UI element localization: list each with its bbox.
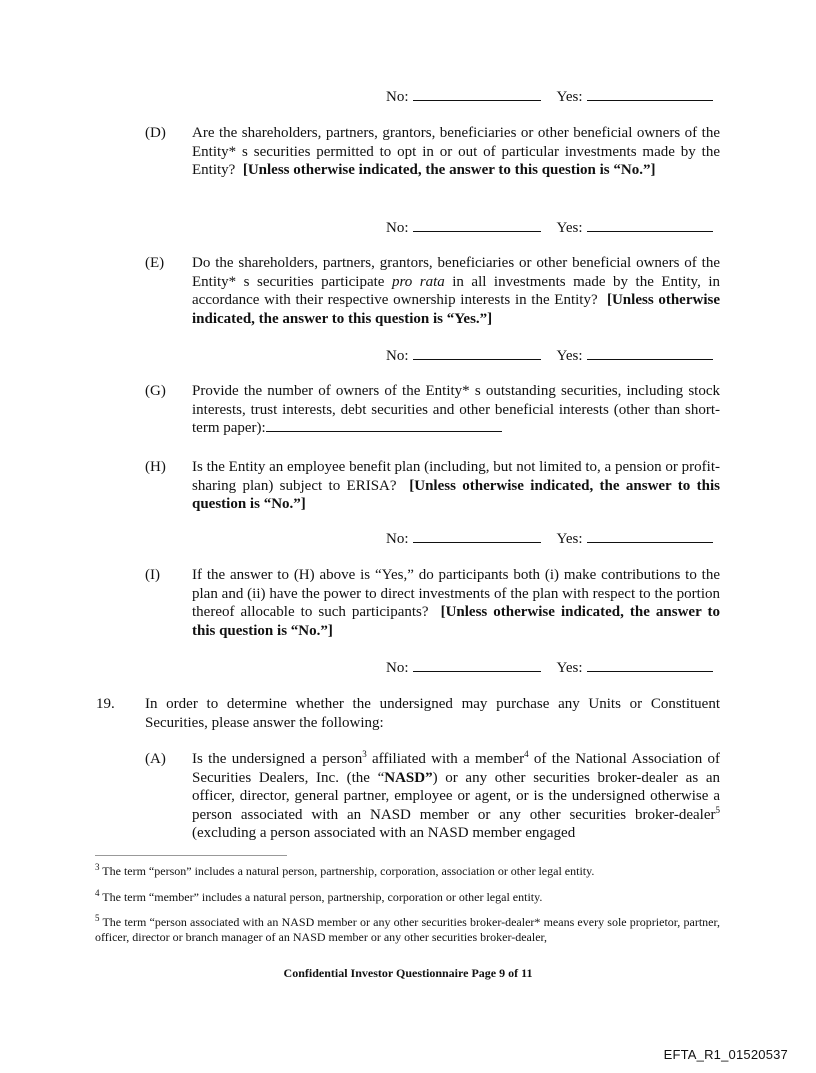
yes-label: Yes: [556, 220, 583, 236]
no-label: No: [386, 660, 409, 676]
no-label: No: [386, 89, 409, 105]
question-19a-label: (A) [145, 751, 166, 767]
yes-label: Yes: [556, 531, 583, 547]
page-footer: Confidential Investor Questionnaire Page 9 of 11 [283, 966, 533, 980]
question-19a-text: Is the undersigned a person$^3$ affiliated with a member$^4$ of the National Association of Securities Dealers, Inc. (the “NASD”) or any other securities broker-dealer as an officer, director, general partner, employee or agent, or is the undersigned otherwise a person associated with an NASD member or any other securities broker-dealer$^5$ (excluding a person associated with an NASD member engaged [192, 749, 720, 841]
no-answer-line[interactable] [413, 347, 541, 360]
no-label: No: [386, 220, 409, 236]
question-i-label: (I) [145, 567, 160, 583]
question-e-label: (E) [145, 255, 165, 271]
no-answer-line[interactable] [413, 659, 541, 672]
footnote-ref-4[interactable]: 4 [524, 749, 529, 759]
yes-no-row [386, 659, 713, 678]
yes-label: Yes: [556, 89, 583, 105]
footnote-ref-3[interactable]: 3 [362, 749, 367, 759]
yes-answer-line[interactable] [587, 347, 713, 360]
no-label: No: [386, 348, 409, 364]
item-19-number: 19. [96, 696, 115, 712]
no-answer-line[interactable] [413, 88, 541, 101]
yes-no-row [386, 88, 713, 107]
yes-no-row [386, 219, 713, 238]
yes-answer-line[interactable] [587, 88, 713, 101]
yes-no-row [386, 530, 713, 549]
yes-answer-line[interactable] [587, 659, 713, 672]
yes-answer-line[interactable] [587, 530, 713, 543]
owners-count-line[interactable] [266, 419, 502, 432]
bates-number: EFTA_R1_01520537 [663, 1047, 788, 1062]
no-answer-line[interactable] [413, 219, 541, 232]
question-h-label: (H) [145, 459, 166, 475]
yes-label: Yes: [556, 348, 583, 364]
footnote-5: $^5$ The term “person associated with an NASD member or any other securities broker-dealer* means every sole proprietor, partner, officer, director or branch manager of an NASD member or any other securities broker-dealer, [95, 913, 720, 944]
question-g-text: Provide the number of owners of the Entity* s outstanding securities, including stock interests, trust interests, debt securities and other beneficial interests (other than short-term paper): [192, 383, 720, 436]
yes-label: Yes: [556, 660, 583, 676]
question-i-text: If the answer to (H) above is “Yes,” do participants both (i) make contributions to the plan and (ii) have the power to direct investments of the plan with respect to the portion thereof allocable to such participants? [Unless otherwise indicated, the answer to this question is “No.”] [192, 567, 721, 639]
question-e-text: Do the shareholders, partners, grantors, beneficiaries or other beneficial owners of the Entity* s securities participate pro rata in all investments made by the Entity, in accordance with their respective ownership interests in the Entity? [Unless otherwise indicated, the answer to this question is “Yes.”] [192, 255, 720, 327]
footnote-3: $^3$ The term “person” includes a natural person, partnership, corporation, association or other legal entity. [95, 862, 595, 878]
no-answer-line[interactable] [413, 530, 541, 543]
footnote-4: $^4$ The term “member” includes a natural person, partnership, corporation or other legal entity. [95, 888, 543, 904]
no-label: No: [386, 531, 409, 547]
yes-no-row [386, 347, 713, 366]
question-h-text: Is the Entity an employee benefit plan (including, but not limited to, a pension or profit-sharing plan) subject to ERISA? [Unless otherwise indicated, the answer to this question is “No.”] [192, 459, 720, 512]
item-19-text: In order to determine whether the undersigned may purchase any Units or Constituent Securities, please answer the following: [145, 696, 720, 731]
footnote-ref-5[interactable]: 5 [715, 804, 720, 815]
yes-answer-line[interactable] [587, 219, 713, 232]
question-d-text: Are the shareholders, partners, grantors, beneficiaries or other beneficial owners of the Entity* s securities permitted to opt in or out of particular investments made by the Entity? [Unless otherwise indicated, the answer to this question is “No.”] [192, 125, 720, 178]
footnote-divider [95, 855, 287, 856]
question-d-label: (D) [145, 125, 166, 141]
question-g-label: (G) [145, 383, 166, 399]
